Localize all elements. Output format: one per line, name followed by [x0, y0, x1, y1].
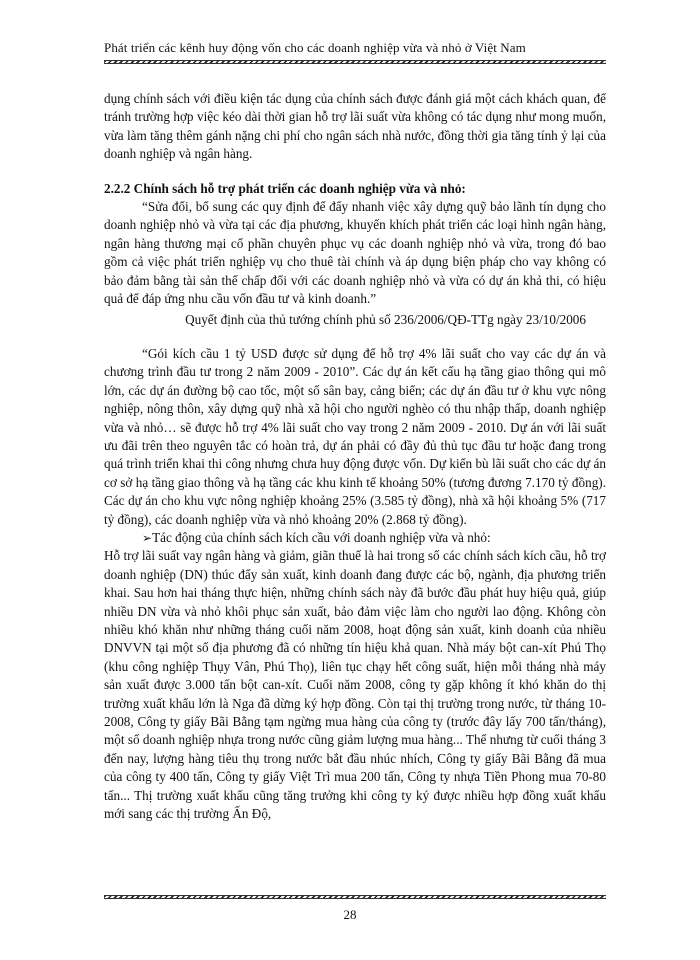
arrow-bullet-icon: ➢ — [142, 530, 153, 545]
page-body — [104, 90, 606, 823]
header-divider — [104, 60, 606, 64]
section-heading: 2.2.2 Chính sách hỗ trợ phát triển các doanh nghiệp vừa và nhỏ: — [104, 180, 466, 196]
impact-paragraph: Hỗ trợ lãi suất vay ngân hàng và giảm, giãn thuế là hai trong số các chính sách kích cầu, hỗ trợ doanh nghiệp (DN) thúc đẩy sản xuất, kinh doanh đang được các bộ, ngành, địa phương triển khai. Sau hơn hai tháng thực hiện, những chính sách này đã bước đầu phát huy hiệu quả, giúp nhiều DN vừa và nhỏ khôi phục sản xuất, bảo đảm việc làm cho người lao động. Không còn nhiều khó khăn như những tháng cuối năm 2008, hoạt động sản xuất, kinh doanh của nhiều DNVVN tại một số địa phương đã có những tín hiệu khả quan. Nhà máy bột can-xít Phú Thọ (khu công nghiệp Thụy Vân, Phú Thọ), liên tục chạy hết công suất, hiện mỗi tháng nhà máy sản xuất được 3.000 tấn bột can-xít. Cuối năm 2008, công ty gặp không ít khó khăn do thị trường xuất khẩu lớn là Nga đã dừng ký hợp đồng. Còn tại thị trường trong nước, từ tháng 10-2008, Công ty giấy Bãi Bằng tạm ngừng mua hàng của công ty (trước đây lấy 700 tấn/tháng), một số doanh nghiệp nhựa trong nước cũng giảm lượng mua hàng... Thế nhưng từ cuối tháng 3 đến nay, lượng hàng tiêu thụ trong nước bắt đầu nhúc nhích, Công ty giấy Bãi Bằng đã mua của công ty 400 tấn, Công ty giấy Việt Trì mua 200 tấn, Công ty nhựa Tiền Phong mua 70-80 tấn... Thị trường xuất khẩu cũng tăng trưởng khi công ty ký được nhiều hợp đồng xuất khẩu mới sang các thị trường Ấn Độ, — [104, 548, 606, 822]
quote-source: Quyết định của thủ tướng chính phủ số 236/2006/QĐ-TTg ngày 23/10/2006 — [185, 312, 586, 328]
bullet-text: Tác động của chính sách kích cầu với doanh nghiệp vừa và nhỏ: — [152, 529, 491, 545]
paragraph-continuation: dụng chính sách với điều kiện tác dụng của chính sách được đánh giá một cách khách quan, để tránh trường hợp việc kéo dài thời gian hỗ trợ lãi suất vừa không có tác dụng như mong muốn, vừa làm tăng thêm gánh nặng chi phí cho ngân sách nhà nước, đồng thời gia tăng tính ỷ lại của doanh nghiệp và ngân hàng. — [104, 91, 606, 162]
bullet-item — [104, 529, 606, 547]
quote-paragraph: “Sửa đổi, bổ sung các quy định để đẩy nhanh việc xây dựng quỹ bảo lãnh tín dụng cho doanh nghiệp nhỏ và vừa tại các địa phương, khuyến khích phát triển các loại hình ngân hàng, ngân hàng thương mại cổ phần chuyên phục vụ các doanh nghiệp nhỏ và vừa, trong đó bao gồm cả việc phát triển nghiệp vụ cho thuê tài chính và áp dụng biện pháp cho vay không có bảo đảm bằng tài sản thế chấp đối với các doanh nghiệp nhỏ và vừa có dự án khả thi, có hiệu quả để đáp ứng nhu cầu vốn đầu tư và kinh doanh.” — [104, 199, 606, 307]
running-header: Phát triển các kênh huy động vốn cho các doanh nghiệp vừa và nhỏ ở Việt Nam — [104, 40, 526, 55]
stimulus-paragraph: “Gói kích cầu 1 tỷ USD được sử dụng để hỗ trợ 4% lãi suất cho vay các dự án và chương trình đầu tư trong 2 năm 2009 - 2010”. Các dự án kết cấu hạ tầng giao thông qui mô lớn, các dự án đường bộ cao tốc, một số sân bay, cảng biển; các dự án đầu tư ở khu vực nông nghiệp, nông thôn, xây dựng quỹ nhà xã hội cho người nghèo có thu nhập thấp, doanh nghiệp vừa và nhỏ… sẽ được hỗ trợ 4% lãi suất cho vay trong 2 năm 2009 - 2010. Dự án với lãi suất ưu đãi trên theo nguyên tắc có hoàn trả, dự án phải có đầy đủ thủ tục đầu tư hoặc đang trong quá trình triển khai thi công nhưng chưa huy động được vốn. Dự kiến bù lãi suất cho các dự án cơ sở hạ tầng giao thông và hạ tầng các khu kinh tế khoảng 50% (tương đương 7.170 tỷ đồng). Các dự án cho khu vực nông nghiệp khoảng 25% (3.585 tỷ đồng), nhà xã hội khoảng 5% (717 tỷ đồng), các doanh nghiệp vừa và nhỏ khoảng 20% (2.868 tỷ đồng). — [104, 345, 606, 527]
page-number: 28 — [343, 907, 357, 922]
footer-divider — [104, 895, 606, 899]
